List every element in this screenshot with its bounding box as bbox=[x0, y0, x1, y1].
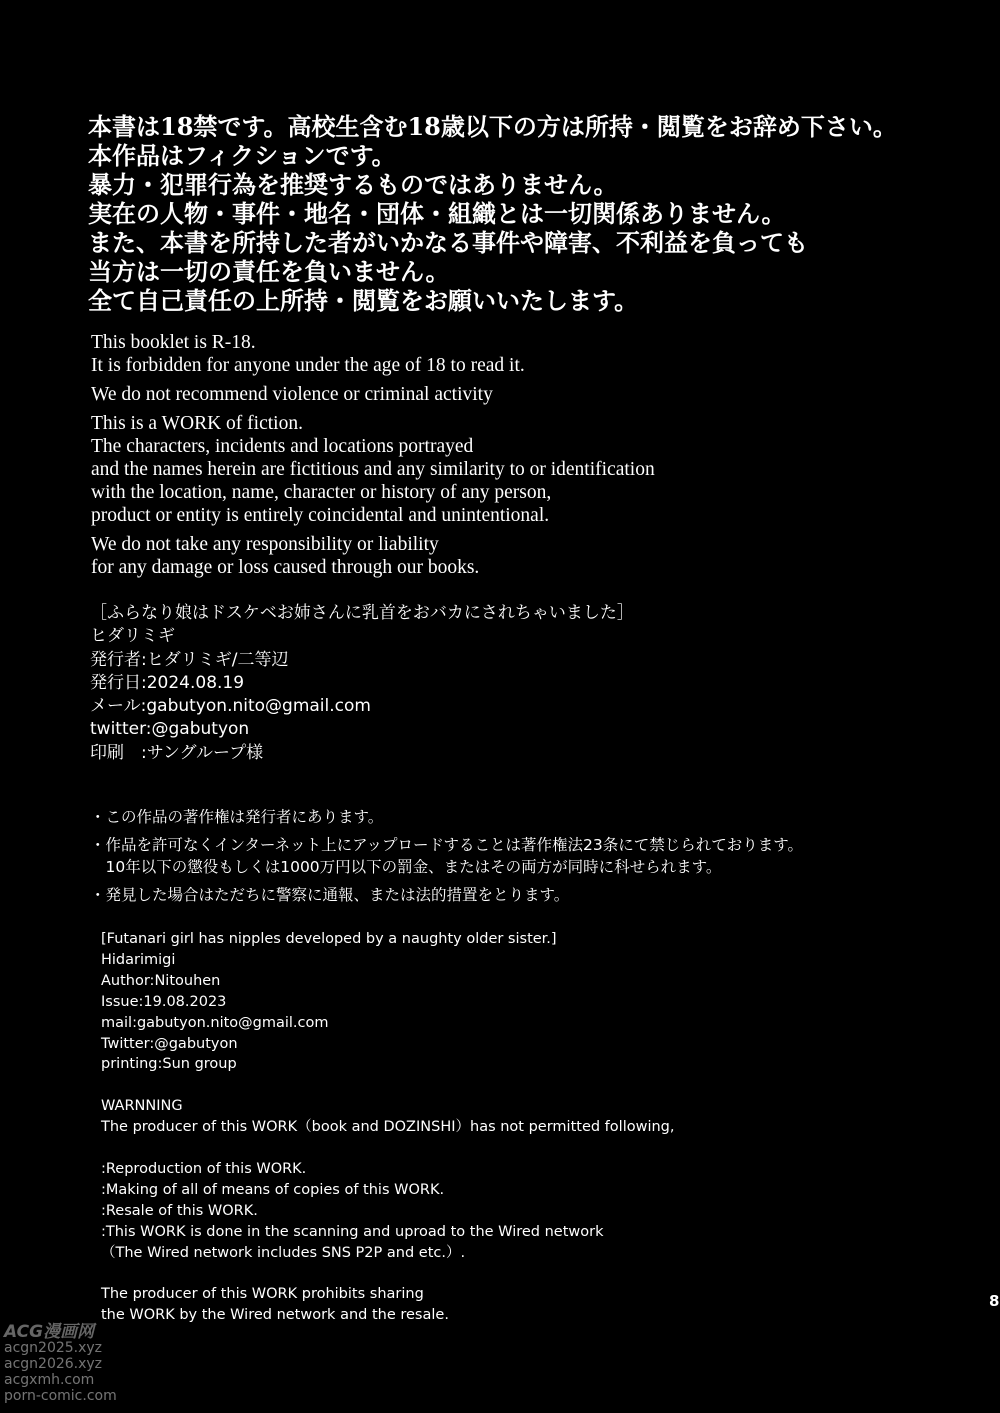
email-en: mail:gabutyon.nito@gmail.com bbox=[101, 1014, 329, 1031]
jp-warning-line: 実在の人物・事件・地名・団体・組織とは一切関係ありません。 bbox=[88, 199, 786, 228]
japanese-copyright-notice bbox=[90, 806, 803, 906]
en-warning-line: This booklet is R-18. bbox=[91, 332, 256, 353]
book-title-en: [Futanari girl has nipples developed by a naughty older sister.] bbox=[101, 931, 557, 947]
jp-warning-line: 暴力・犯罪行為を推奨するものではありません。 bbox=[88, 170, 618, 199]
blank-line bbox=[101, 1075, 674, 1096]
warning-heading: WARNNING bbox=[101, 1098, 183, 1115]
prohibition-item: :This WORK is done in the scanning and uproad to the Wired network bbox=[101, 1223, 604, 1240]
japanese-warning bbox=[88, 112, 897, 315]
en-warning-line: We do not recommend violence or criminal activity bbox=[91, 384, 493, 405]
en-warning-paragraph bbox=[91, 383, 655, 406]
watermark-logo: ACG漫画网 bbox=[4, 1322, 95, 1342]
en-warning-line: product or entity is entirely coincidental and unintentional. bbox=[91, 505, 550, 526]
watermark-url: acgxmh.com bbox=[4, 1372, 95, 1388]
page-number: 8 bbox=[989, 1292, 1000, 1310]
prohibition-item: :Resale of this WORK. bbox=[101, 1202, 258, 1219]
prohibition-item: :Reproduction of this WORK. bbox=[101, 1160, 307, 1177]
jp-warning-line: また、本書を所持した者がいかなる事件や障害、不利益を負っても bbox=[88, 228, 808, 257]
jp-warning-line: 本作品はフィクションです。 bbox=[88, 141, 396, 170]
english-colophon bbox=[101, 929, 674, 1326]
email-jp: メール:gabutyon.nito@gmail.com bbox=[90, 696, 371, 717]
twitter-jp: twitter:@gabutyon bbox=[90, 719, 250, 740]
prohibition-item: :Making of all of means of copies of this WORK. bbox=[101, 1181, 445, 1198]
en-warning-line: We do not take any responsibility or liability bbox=[91, 534, 439, 555]
english-warning bbox=[91, 331, 655, 585]
en-warning-paragraph bbox=[91, 533, 655, 579]
author-en: Author:Nitouhen bbox=[101, 972, 221, 989]
copyright-line: 10年以下の懲役もしくは1000万円以下の罰金、またはその両方が同時に科せられます。 bbox=[90, 858, 722, 876]
en-warning-line: The characters, incidents and locations portrayed bbox=[91, 436, 474, 457]
circle-name-jp: ヒダリミギ bbox=[90, 626, 175, 647]
en-warning-line: This is a WORK of fiction. bbox=[91, 413, 303, 434]
en-warning-line: and the names herein are fictitious and any similarity to or identification bbox=[91, 459, 655, 480]
issue-date-jp: 発行日:2024.08.19 bbox=[90, 672, 245, 693]
watermark-url: acgn2026.xyz bbox=[4, 1356, 103, 1372]
sharing-prohibition: the WORK by the Wired network and the resale. bbox=[101, 1307, 449, 1324]
prohibition-item: （The Wired network includes SNS P2P and etc.）. bbox=[101, 1244, 466, 1261]
publisher-jp: 発行者:ヒダリミギ/二等辺 bbox=[90, 649, 289, 670]
sharing-prohibition: The producer of this WORK prohibits sharing bbox=[101, 1286, 424, 1303]
blank-line bbox=[101, 1138, 674, 1159]
copyright-line: ・この作品の著作権は発行者にあります。 bbox=[90, 808, 384, 826]
en-warning-line: It is forbidden for anyone under the age of 18 to read it. bbox=[91, 355, 525, 376]
copyright-line: ・作品を許可なくインターネット上にアップロードすることは著作権法23条にて禁じられております。 bbox=[90, 836, 804, 854]
jp-warning-line: 本書は18禁です。高校生含む18歳以下の方は所持・閲覧をお辞め下さい。 bbox=[88, 112, 897, 141]
japanese-colophon bbox=[90, 602, 634, 765]
twitter-en: Twitter:@gabutyon bbox=[101, 1035, 238, 1052]
en-warning-paragraph bbox=[91, 412, 655, 527]
watermark-url: acgn2025.xyz bbox=[4, 1340, 103, 1356]
copyright-line: ・発見した場合はただちに警察に通報、または法的措置をとります。 bbox=[90, 886, 570, 904]
jp-warning-line: 当方は一切の責任を負いません。 bbox=[88, 257, 450, 286]
jp-warning-line: 全て自己責任の上所持・閲覧をお願いいたします。 bbox=[88, 286, 639, 315]
site-watermark bbox=[4, 1324, 117, 1404]
en-warning-line: with the location, name, character or history of any person, bbox=[91, 482, 552, 503]
issue-date-en: Issue:19.08.2023 bbox=[101, 993, 227, 1010]
warning-text: The producer of this WORK（book and DOZINSHI）has not permitted following, bbox=[101, 1119, 675, 1136]
circle-name-en: Hidarimigi bbox=[101, 951, 176, 968]
printer-en: printing:Sun group bbox=[101, 1056, 237, 1073]
printer-jp: 印刷 :サングループ様 bbox=[90, 742, 264, 763]
blank-line bbox=[101, 1263, 674, 1284]
watermark-url: porn-comic.com bbox=[4, 1388, 117, 1404]
en-warning-line: for any damage or loss caused through our books. bbox=[91, 557, 480, 578]
book-title-jp: ［ふらなり娘はドスケベお姉さんに乳首をおバカにされちゃいました］ bbox=[90, 603, 634, 623]
en-warning-paragraph bbox=[91, 331, 655, 377]
